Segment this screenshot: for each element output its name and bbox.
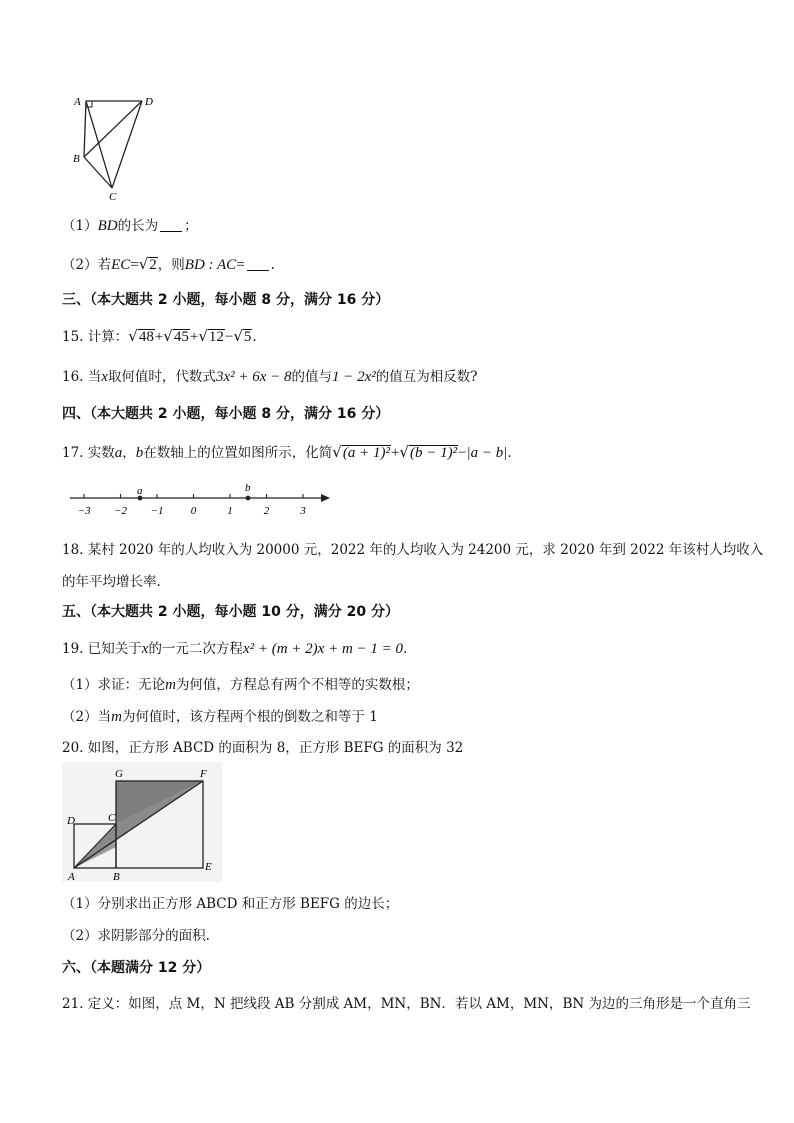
fig2-label-c: C: [108, 812, 116, 824]
question-19: 19. 已知关于x的一元二次方程x² + (m + 2)x + m − 1 = 0.: [62, 641, 408, 657]
question-20: 20. 如图，正方形 ABCD 的面积为 8，正方形 BEFG 的面积为 32: [62, 740, 464, 756]
question-21: 21. 定义：如图，点 M，N 把线段 AB 分割成 AM，MN，BN．若以 AM，MN，BN 为边的三角形是一个直角三: [62, 996, 751, 1012]
question-20-part1: （1）分别求出正方形 ABCD 和正方形 BEFG 的边长；: [62, 896, 399, 912]
fig2-label-f: F: [200, 768, 207, 780]
fig2-label-a: A: [68, 871, 75, 882]
tick-label: −1: [150, 505, 164, 517]
q14-part1: （1）BD的长为 ；: [62, 218, 198, 234]
question-16: 16. 当x取何值时，代数式3x² + 6x − 8的值与1 − 2x²的值互为相反数?: [62, 369, 478, 385]
question-18-line2: 的年平均增长率.: [62, 574, 161, 590]
fig1-label-d: D: [145, 96, 153, 108]
tick-label: 1: [227, 505, 233, 517]
question-19-part1: （1）求证：无论m为何值，方程总有两个不相等的实数根；: [62, 677, 419, 693]
answer-blank[interactable]: [160, 219, 182, 232]
number-line: [66, 484, 336, 520]
point-b-label: b: [245, 484, 251, 494]
section-4-heading: 四、（本大题共 2 小题，每小题 8 分，满分 16 分）: [62, 406, 390, 422]
q14-part2: （2）若EC=√2，则BD : AC= .: [62, 255, 275, 273]
fig2-label-e: E: [205, 861, 212, 873]
fig2-label-b: B: [113, 871, 120, 882]
answer-blank[interactable]: [247, 258, 269, 271]
tick-label: 0: [190, 505, 197, 517]
tick-label: 3: [300, 505, 306, 517]
fig2-label-d: D: [67, 815, 75, 827]
fig1-label-a: A: [74, 96, 81, 108]
question-20-part2: （2）求阴影部分的面积.: [62, 928, 210, 944]
question-19-part2: （2）当m为何值时，该方程两个根的倒数之和等于 1: [62, 709, 378, 725]
fig1-label-c: C: [109, 191, 117, 203]
squares-figure: [62, 762, 222, 882]
tick-label: 2: [263, 505, 270, 517]
section-5-heading: 五、（本大题共 2 小题，每小题 10 分，满分 20 分）: [62, 604, 399, 620]
tick-label: −2: [114, 505, 127, 517]
section-3-heading: 三、（本大题共 2 小题，每小题 8 分，满分 16 分）: [62, 292, 390, 308]
question-17: 17. 实数a，b在数轴上的位置如图所示，化简√(a + 1)²+√(b − 1)²−|a − b|.: [62, 443, 512, 461]
fig2-label-g: G: [115, 768, 123, 780]
point-a-label: a: [137, 485, 143, 497]
question-18-line1: 18. 某村 2020 年的人均收入为 20000 元，2022 年的人均收入为 24200 元，求 2020 年到 2022 年该村人均收入: [62, 542, 764, 558]
tick-label: −3: [77, 505, 91, 517]
fig1-label-b: B: [73, 153, 80, 165]
quadrilateral-figure: [64, 90, 174, 205]
question-15: 15. 计算：√48+√45+√12−√5.: [62, 327, 257, 345]
section-6-heading: 六、（本题满分 12 分）: [62, 960, 211, 976]
